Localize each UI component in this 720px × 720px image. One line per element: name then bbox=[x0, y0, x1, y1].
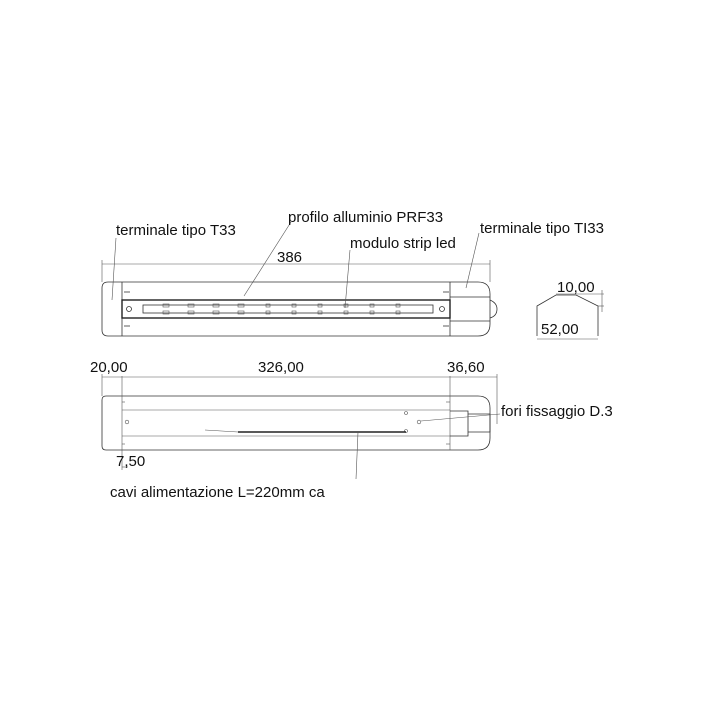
fixing-hole bbox=[125, 420, 129, 424]
label-left-terminal: terminale tipo T33 bbox=[116, 222, 236, 239]
top-view bbox=[102, 209, 604, 336]
section-view bbox=[537, 279, 604, 339]
label-right-terminal: terminale tipo TI33 bbox=[480, 220, 604, 237]
dimension-middle: 326,00 bbox=[258, 359, 304, 376]
led-chips bbox=[163, 304, 400, 314]
dimension-height: 10,00 bbox=[557, 279, 595, 296]
label-holes: fori fissaggio D.3 bbox=[501, 403, 613, 420]
dimension-length: 386 bbox=[277, 249, 303, 266]
fixing-hole bbox=[417, 420, 421, 424]
label-cables: cavi alimentazione L=220mm ca bbox=[110, 484, 325, 501]
bottom-view-outline bbox=[102, 396, 490, 450]
dimension-right: 36,60 bbox=[447, 359, 485, 376]
bottom-view bbox=[90, 359, 613, 501]
dimension-width: 52,00 bbox=[541, 321, 579, 338]
right-terminal-cap bbox=[490, 300, 497, 318]
label-strip: modulo strip led bbox=[350, 235, 456, 252]
led-strip bbox=[143, 305, 433, 313]
screw-icon bbox=[440, 307, 445, 312]
label-profile: profilo alluminio PRF33 bbox=[288, 209, 444, 226]
dimension-hole-offset: 7,50 bbox=[116, 453, 146, 470]
screw-icon bbox=[127, 307, 132, 312]
dimension-left: 20,00 bbox=[90, 359, 128, 376]
top-view-outline bbox=[102, 282, 490, 336]
aluminium-profile-channel bbox=[122, 300, 450, 318]
right-terminal-detail bbox=[450, 411, 490, 436]
